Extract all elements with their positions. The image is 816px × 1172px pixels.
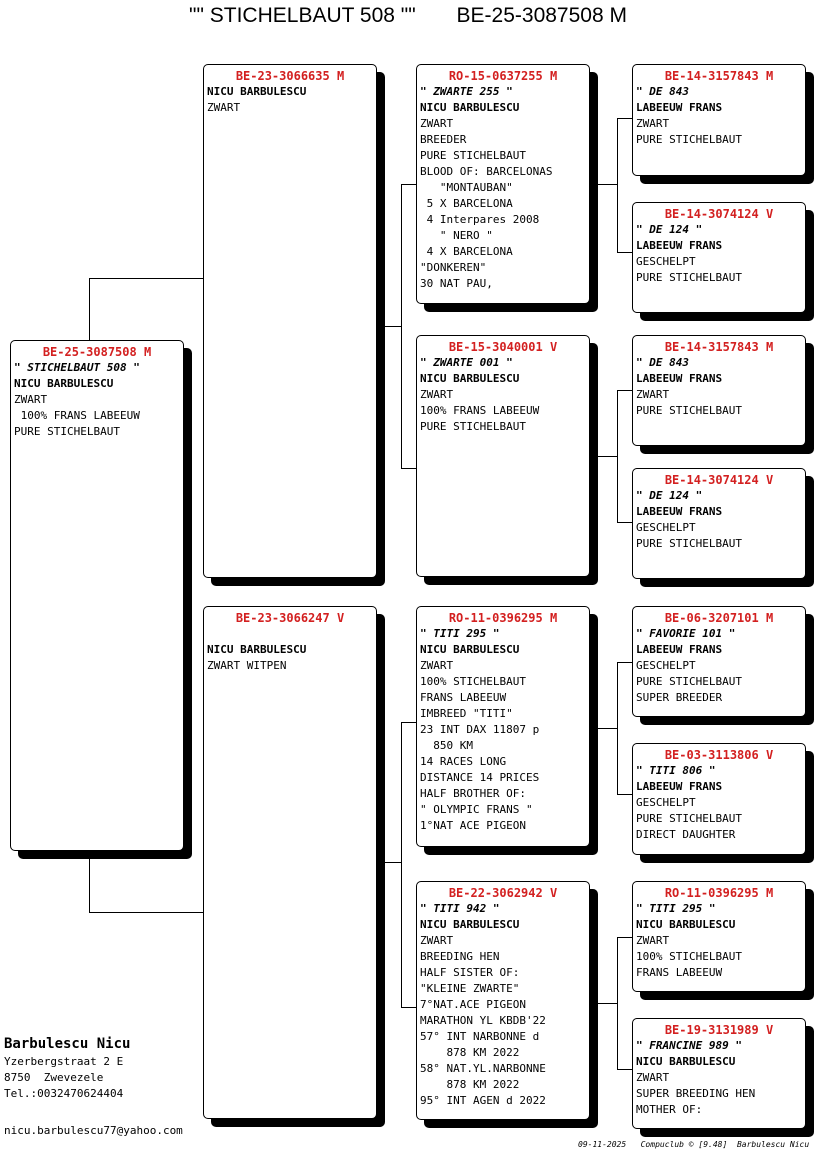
detail-line: SUPER BREEDER	[636, 691, 723, 704]
sire-dam-card[interactable]	[416, 335, 590, 577]
pigeon-details	[204, 84, 376, 116]
detail-line: GESCHELPT	[636, 796, 696, 809]
detail-line: 95° INT AGEN d 2022	[420, 1094, 546, 1107]
ring-number: BE-25-3087508 M	[42, 345, 152, 359]
connector-line	[617, 937, 633, 938]
detail-line: " OLYMPIC FRANS "	[420, 803, 533, 816]
pigeon-name: " ZWARTE 255 "	[420, 85, 513, 98]
pigeon-name: " DE 843	[636, 85, 689, 98]
breeder-name: NICU BARBULESCU	[636, 1055, 736, 1068]
pigeon-name: " DE 124 "	[636, 489, 703, 502]
detail-line: PURE STICHELBAUT	[420, 149, 526, 162]
pigeon-details	[11, 360, 183, 440]
connector-line	[89, 278, 90, 340]
breeder-name: NICU BARBULESCU	[207, 643, 307, 656]
detail-line: BREEDER	[420, 133, 467, 146]
detail-line: SUPER BREEDING HEN	[636, 1087, 756, 1100]
owner-street: Yzerbergstraat 2 E	[4, 1055, 124, 1068]
detail-line: 100% STICHELBAUT	[636, 950, 742, 963]
detail-line: 850 KM	[420, 739, 473, 752]
great-grandparent-card[interactable]	[632, 64, 806, 176]
pigeon-details	[417, 355, 589, 435]
detail-line: HALF SISTER OF:	[420, 966, 520, 979]
detail-line: 878 KM 2022	[420, 1046, 520, 1059]
connector-line	[383, 326, 401, 327]
great-grandparent-card[interactable]	[632, 1018, 806, 1129]
connector-line	[597, 456, 617, 457]
great-grandparent-card[interactable]	[632, 335, 806, 446]
pigeon-name: " DE 124 "	[636, 223, 703, 236]
ring-number: BE-14-3157843 M	[664, 69, 774, 83]
detail-line: PURE STICHELBAUT	[636, 675, 742, 688]
connector-line	[617, 522, 633, 523]
pigeon-details	[633, 84, 805, 148]
pigeon-name: " TITI 942 "	[420, 902, 500, 915]
dam-card[interactable]	[203, 606, 377, 1119]
detail-line: IMBREED "TITI"	[420, 707, 513, 720]
detail-line: GESCHELPT	[636, 255, 696, 268]
detail-line: "DONKEREN"	[420, 261, 487, 274]
detail-line: HALF BROTHER OF:	[420, 787, 526, 800]
detail-line: 100% FRANS LABEEUW	[14, 409, 140, 422]
detail-line: ZWART	[420, 388, 454, 401]
detail-line: 30 NAT PAU,	[420, 277, 493, 290]
connector-line	[617, 662, 633, 663]
connector-line	[617, 1069, 633, 1070]
detail-line: ZWART	[14, 393, 48, 406]
breeder-name: NICU BARBULESCU	[14, 377, 114, 390]
detail-line: ZWART	[636, 1071, 670, 1084]
connector-line	[89, 278, 205, 279]
connector-line	[89, 912, 205, 913]
detail-line: DISTANCE 14 PRICES	[420, 771, 540, 784]
breeder-name: NICU BARBULESCU	[420, 101, 520, 114]
detail-line: GESCHELPT	[636, 659, 696, 672]
breeder-name: NICU BARBULESCU	[636, 918, 736, 931]
detail-line: 100% FRANS LABEEUW	[420, 404, 540, 417]
ring-number: BE-14-3157843 M	[664, 340, 774, 354]
connector-line	[617, 390, 618, 523]
detail-line: 23 INT DAX 11807 p	[420, 723, 540, 736]
detail-line: 100% STICHELBAUT	[420, 675, 526, 688]
breeder-name: LABEEUW FRANS	[636, 372, 723, 385]
detail-line: DIRECT DAUGHTER	[636, 828, 736, 841]
great-grandparent-card[interactable]	[632, 743, 806, 855]
connector-line	[401, 1007, 417, 1008]
ring-number: BE-14-3074124 V	[664, 473, 774, 487]
detail-line: PURE STICHELBAUT	[636, 812, 742, 825]
detail-line: 7°NAT.ACE PIGEON	[420, 998, 526, 1011]
pigeon-details	[633, 1038, 805, 1118]
connector-line	[401, 184, 417, 185]
detail-line: ZWART	[207, 101, 241, 114]
connector-line	[617, 252, 633, 253]
detail-line: GESCHELPT	[636, 521, 696, 534]
breeder-name: NICU BARBULESCU	[420, 643, 520, 656]
detail-line: 1°NAT ACE PIGEON	[420, 819, 526, 832]
detail-line: 58° NAT.YL.NARBONNE	[420, 1062, 546, 1075]
pigeon-name: " TITI 295 "	[420, 627, 500, 640]
pigeon-name: " ZWARTE 001 "	[420, 356, 513, 369]
detail-line: 4 X BARCELONA	[420, 245, 513, 258]
owner-name: Barbulescu Nicu	[4, 1036, 131, 1052]
pigeon-details	[633, 763, 805, 843]
detail-line: BREEDING HEN	[420, 950, 500, 963]
detail-line: PURE STICHELBAUT	[14, 425, 120, 438]
breeder-name: LABEEUW FRANS	[636, 780, 723, 793]
owner-email-link[interactable]: nicu.barbulescu77@yahoo.com	[4, 1124, 183, 1137]
connector-line	[597, 184, 617, 185]
detail-line: "MONTAUBAN"	[420, 181, 513, 194]
ring-number: BE-22-3062942 V	[448, 886, 558, 900]
pigeon-details	[417, 84, 589, 292]
connector-line	[617, 118, 618, 252]
connector-line	[401, 468, 417, 469]
detail-line: MARATHON YL KBDB'22	[420, 1014, 546, 1027]
connector-line	[617, 662, 618, 795]
owner-city: 8750 Zwevezele	[4, 1071, 104, 1084]
detail-line: BLOOD OF: BARCELONAS	[420, 165, 553, 178]
detail-line: 14 RACES LONG	[420, 755, 507, 768]
connector-line	[617, 118, 633, 119]
detail-line: ZWART	[636, 388, 670, 401]
detail-line: ZWART WITPEN	[207, 659, 287, 672]
pigeon-details	[633, 488, 805, 552]
ring-number: BE-19-3131989 V	[664, 1023, 774, 1037]
detail-line: "KLEINE ZWARTE"	[420, 982, 520, 995]
detail-line: 5 X BARCELONA	[420, 197, 513, 210]
connector-line	[401, 184, 402, 468]
detail-line: MOTHER OF:	[636, 1103, 703, 1116]
ring-number: RO-11-0396295 M	[448, 611, 558, 625]
pigeon-name: " STICHELBAUT 508 "	[14, 361, 140, 374]
detail-line: " NERO "	[420, 229, 493, 242]
pigeon-name: " TITI 806 "	[636, 764, 716, 777]
pigeon-details	[204, 626, 376, 674]
detail-line: PURE STICHELBAUT	[636, 537, 742, 550]
dam-dam-card[interactable]	[416, 881, 590, 1120]
connector-line	[617, 390, 633, 391]
detail-line: ZWART	[420, 117, 454, 130]
pigeon-details	[417, 626, 589, 834]
great-grandparent-card[interactable]	[632, 881, 806, 992]
ring-number: BE-14-3074124 V	[664, 207, 774, 221]
pigeon-details	[633, 626, 805, 706]
ring-number: BE-06-3207101 M	[664, 611, 774, 625]
pigeon-details	[633, 222, 805, 286]
detail-line: FRANS LABEEUW	[420, 691, 507, 704]
pigeon-details	[417, 901, 589, 1109]
pigeon-details	[633, 901, 805, 981]
pigeon-name: " FRANCINE 989 "	[636, 1039, 742, 1052]
detail-line: 878 KM 2022	[420, 1078, 520, 1091]
breeder-name: NICU BARBULESCU	[420, 372, 520, 385]
connector-line	[597, 1003, 617, 1004]
sire-sire-card[interactable]	[416, 64, 590, 304]
connector-line	[617, 937, 618, 1070]
breeder-name: NICU BARBULESCU	[207, 85, 307, 98]
connector-line	[597, 728, 617, 729]
owner-address-block	[4, 1034, 130, 1102]
detail-line: ZWART	[420, 934, 454, 947]
connector-line	[617, 794, 633, 795]
ring-number: RO-11-0396295 M	[664, 886, 774, 900]
great-grandparent-card[interactable]	[632, 202, 806, 313]
great-grandparent-card[interactable]	[632, 468, 806, 579]
detail-line: PURE STICHELBAUT	[636, 404, 742, 417]
detail-line: ZWART	[636, 934, 670, 947]
breeder-name: LABEEUW FRANS	[636, 239, 723, 252]
owner-phone: Tel.:0032470624404	[4, 1087, 124, 1100]
detail-line: FRANS LABEEUW	[636, 966, 723, 979]
pigeon-name: " FAVORIE 101 "	[636, 627, 736, 640]
breeder-name: LABEEUW FRANS	[636, 505, 723, 518]
detail-line: 57° INT NARBONNE d	[420, 1030, 540, 1043]
detail-line	[207, 626, 373, 642]
detail-line: PURE STICHELBAUT	[636, 133, 742, 146]
connector-line	[383, 862, 401, 863]
detail-line: PURE STICHELBAUT	[636, 271, 742, 284]
page-title: "" STICHELBAUT 508 "" BE-25-3087508 M	[189, 4, 627, 27]
detail-line: 4 Interpares 2008	[420, 213, 540, 226]
ring-number: BE-23-3066247 V	[235, 611, 345, 625]
pigeon-name: " TITI 295 "	[636, 902, 716, 915]
detail-line: PURE STICHELBAUT	[420, 420, 526, 433]
ring-number: RO-15-0637255 M	[448, 69, 558, 83]
ring-number: BE-23-3066635 M	[235, 69, 345, 83]
subject-pigeon-card[interactable]	[10, 340, 184, 851]
connector-line	[401, 722, 417, 723]
detail-line: ZWART	[636, 117, 670, 130]
sire-card[interactable]	[203, 64, 377, 578]
connector-line	[89, 851, 90, 913]
connector-line	[401, 722, 402, 1008]
detail-line: ZWART	[420, 659, 454, 672]
ring-number: BE-15-3040001 V	[448, 340, 558, 354]
breeder-name: NICU BARBULESCU	[420, 918, 520, 931]
breeder-name: LABEEUW FRANS	[636, 643, 723, 656]
pigeon-name: " DE 843	[636, 356, 689, 369]
pigeon-details	[633, 355, 805, 419]
great-grandparent-card[interactable]	[632, 606, 806, 717]
breeder-name: LABEEUW FRANS	[636, 101, 723, 114]
ring-number: BE-03-3113806 V	[664, 748, 774, 762]
dam-sire-card[interactable]	[416, 606, 590, 847]
footer-print-info: 09-11-2025 Compuclub © [9.48] Barbulescu Nicu	[578, 1140, 810, 1149]
